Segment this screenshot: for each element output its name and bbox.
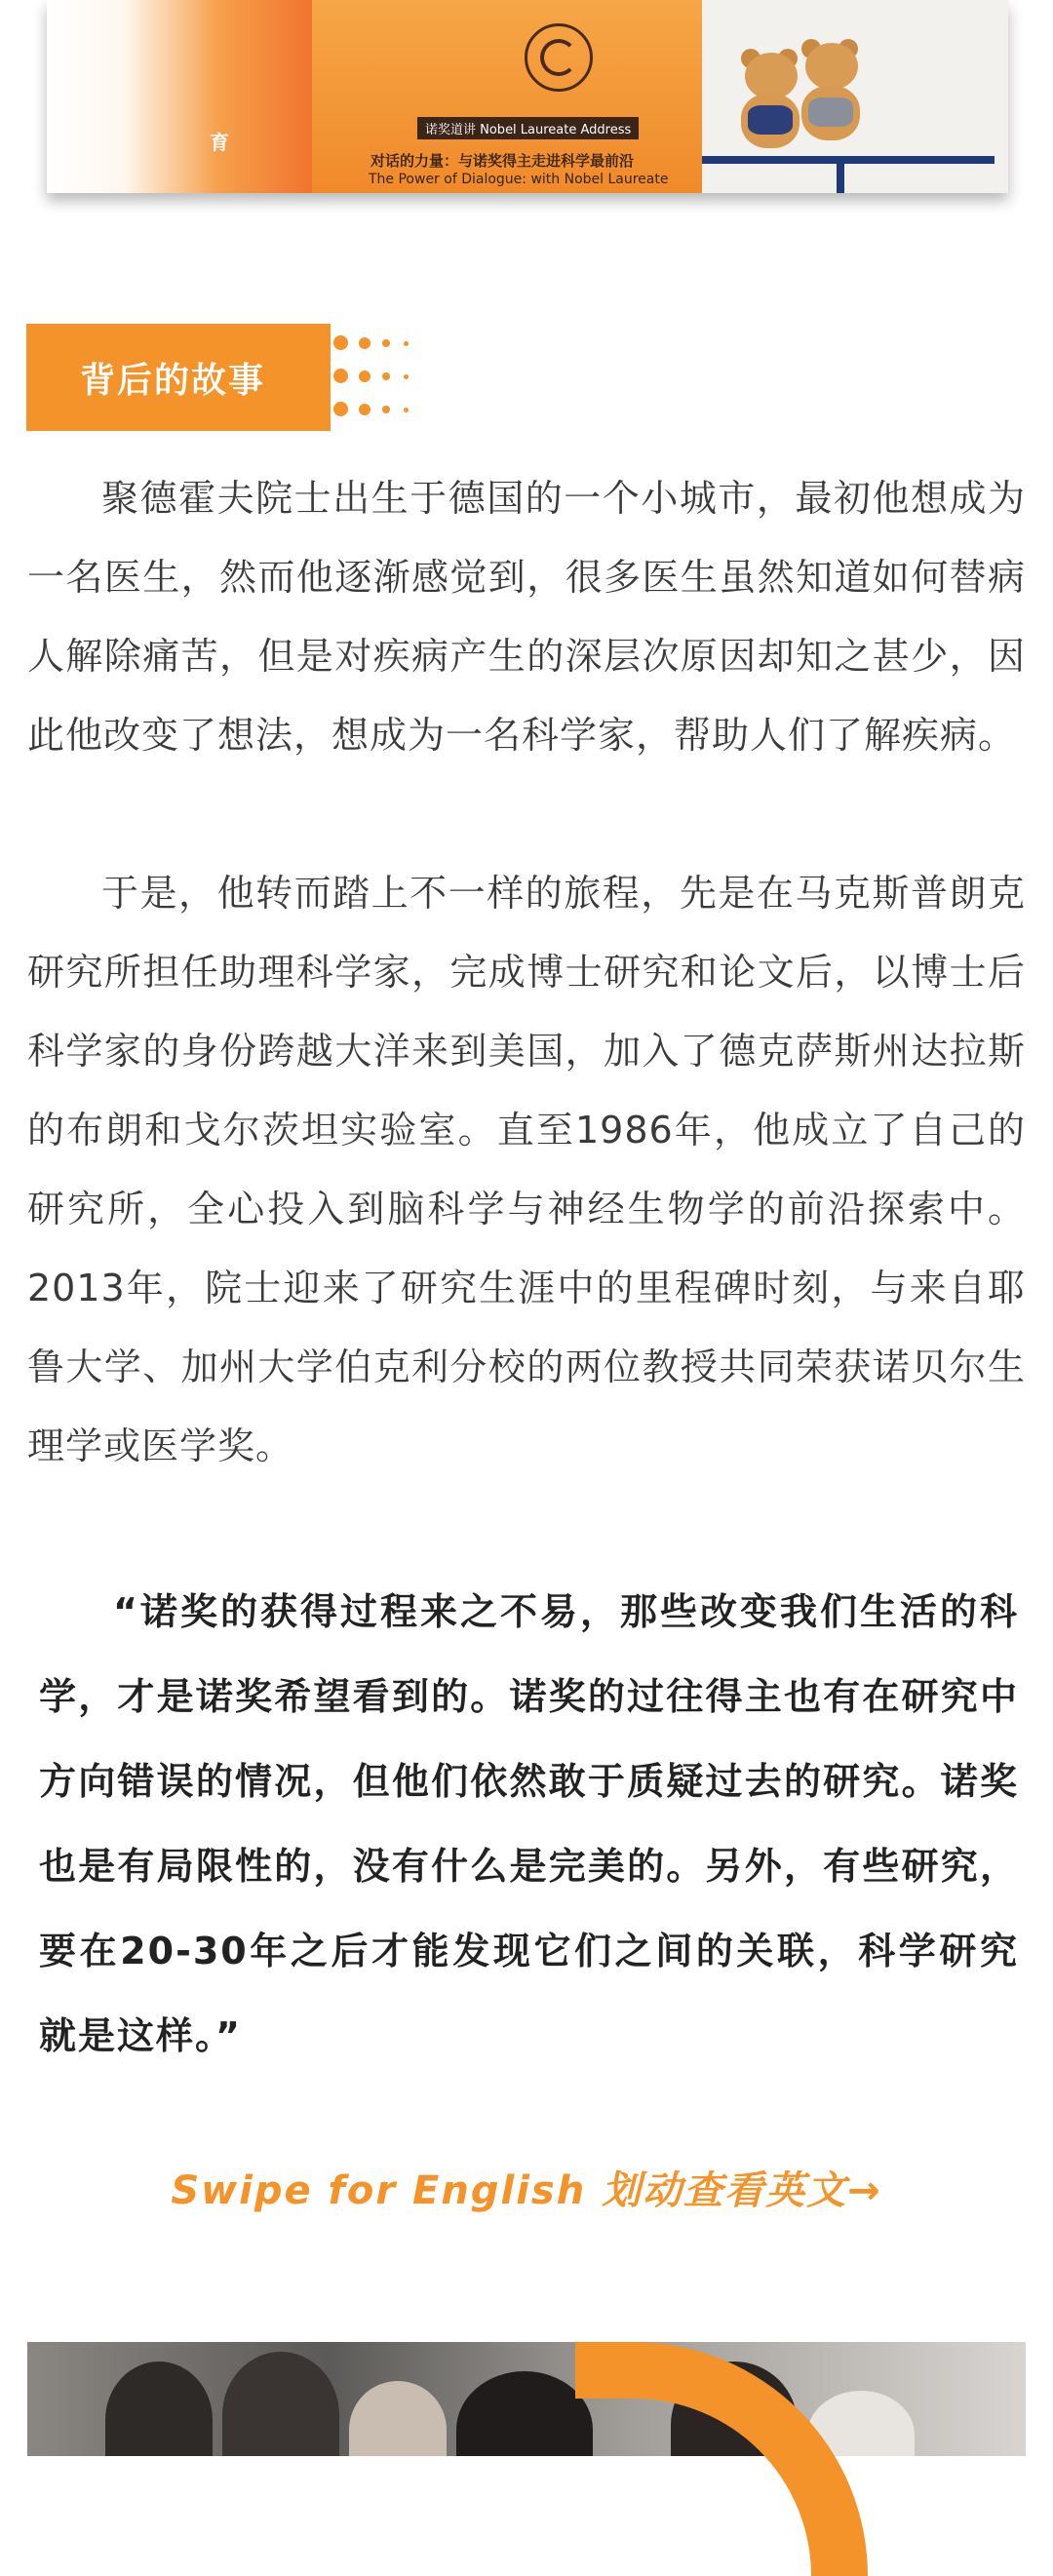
backdrop-caption-cn: 对话的力量：与诺奖得主走进科学最前沿	[370, 152, 635, 170]
backdrop-caption-en: The Power of Dialogue: with Nobel Laureate	[369, 172, 669, 187]
quote-block: “诺奖的获得过程来之不易，那些改变我们生活的科学，才是诺奖希望看到的。诺奖的过往得主也有在研究中方向错误的情况，但他们依然敢于质疑过去的研究。诺奖也是有局限性的，没有什么是完美的。另外，有些研究，要在20-30年之后才能发现它们之间的关联，科学研究就是这样。”	[39, 1590, 1019, 2057]
table-leg	[837, 164, 844, 193]
swipe-english-link[interactable]: Swipe for English 划动查看英文→	[171, 2168, 882, 2213]
event-photo-bottom	[27, 2342, 1026, 2456]
section-tag	[26, 324, 331, 431]
section-title: 背后的故事	[79, 360, 265, 401]
brand-fragment: 育	[210, 131, 229, 154]
decorative-dots-icon	[330, 332, 417, 429]
school-seal-icon	[525, 23, 593, 92]
table-edge	[702, 156, 994, 164]
backdrop-caption-bar: 诺奖道讲 Nobel Laureate Address	[417, 117, 639, 139]
paragraph-1: 聚德霍夫院士出生于德国的一个小城市，最初他想成为一名医生，然而他逐渐感觉到，很多医生虽然知道如何替病人解除痛苦，但是对疾病产生的深层次原因却知之甚少，因此他改变了想法，想成为一名科学家，帮助人们了解疾病。	[27, 477, 1026, 757]
event-photo-top	[47, 0, 1008, 193]
paragraph-2: 于是，他转而踏上不一样的旅程，先是在马克斯普朗克研究所担任助理科学家，完成博士研究和论文后，以博士后科学家的身份跨越大洋来到美国，加入了德克萨斯州达拉斯的布朗和戈尔茨坦实验室。直至1986年，他成立了自己的研究所，全心投入到脑科学与神经生物学的前沿探索中。2013年，院士迎来了研究生涯中的里程碑时刻，与来自耶鲁大学、加州大学伯克利分校的两位教授共同荣获诺贝尔生理学或医学奖。	[27, 872, 1026, 1467]
